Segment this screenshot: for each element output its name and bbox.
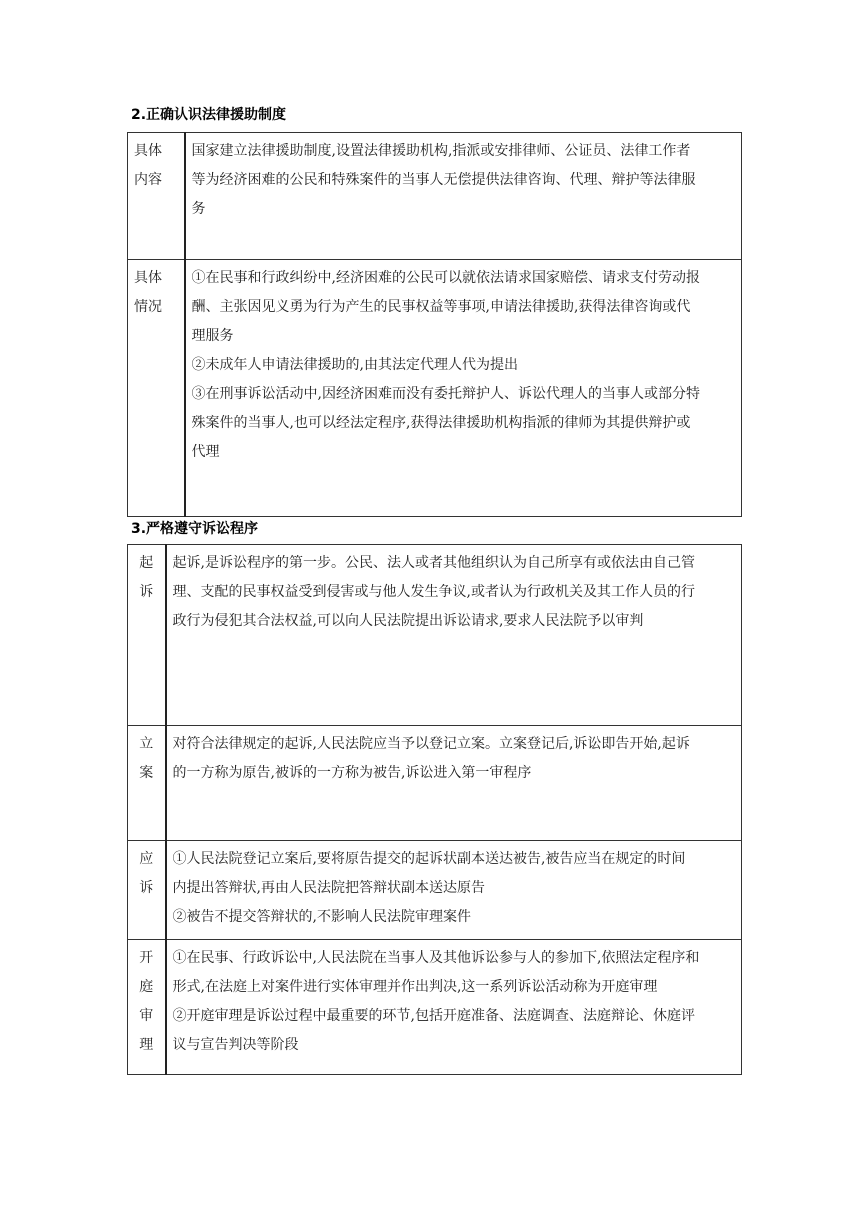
content-line: 形式,在法庭上对案件进行实体审理并作出判决,这一系列诉讼活动称为开庭审理 <box>172 979 658 995</box>
content-line: ①在民事和行政纠纷中,经济困难的公民可以就依法请求国家赔偿、请求支付劳动报 <box>191 270 700 286</box>
row-label <box>128 260 185 517</box>
legal-aid-table <box>127 132 742 517</box>
row-label <box>128 133 185 260</box>
content-line: ②被告不提交答辩状的,不影响人民法院审理案件 <box>172 909 471 925</box>
label-line: 应 <box>139 851 154 867</box>
row-label <box>128 545 166 726</box>
content-line: 务 <box>191 201 206 217</box>
content-line: 理服务 <box>191 328 234 344</box>
row-label <box>128 726 166 841</box>
content-line: 等为经济困难的公民和特殊案件的当事人无偿提供法律咨询、代理、辩护等法律服 <box>191 172 696 188</box>
row-content <box>166 940 742 1075</box>
content-line: 国家建立法律援助制度,设置法律援助机构,指派或安排律师、公证员、法律工作者 <box>191 143 691 159</box>
content-line: 议与宣告判决等阶段 <box>172 1037 299 1053</box>
table-row <box>128 726 742 841</box>
row-label <box>128 940 166 1075</box>
content-line: 的一方称为原告,被诉的一方称为被告,诉讼进入第一审程序 <box>172 765 532 781</box>
content-line: 理、支配的民事权益受到侵害或与他人发生争议,或者认为行政机关及其工作人员的行 <box>172 584 695 600</box>
label-line: 内容 <box>134 172 162 188</box>
label-line: 开 <box>139 950 154 966</box>
table-row <box>128 841 742 940</box>
content-line: 内提出答辩状,再由人民法院把答辩状副本送达原告 <box>172 880 485 896</box>
content-line: ②开庭审理是诉讼过程中最重要的环节,包括开庭准备、法庭调查、法庭辩论、休庭评 <box>172 1008 695 1024</box>
content-line: ③在刑事诉讼活动中,因经济困难而没有委托辩护人、诉讼代理人的当事人或部分特 <box>191 386 700 402</box>
table-row <box>128 940 742 1075</box>
table-row <box>128 260 742 517</box>
table-row <box>128 545 742 726</box>
content-line: ①人民法院登记立案后,要将原告提交的起诉状副本送达被告,被告应当在规定的时间 <box>172 851 686 867</box>
label-line: 起 <box>139 555 154 571</box>
content-line: 政行为侵犯其合法权益,可以向人民法院提出诉讼请求,要求人民法院予以审判 <box>172 613 644 629</box>
section-3-heading: 3.严格遵守诉讼程序 <box>131 521 259 537</box>
table-row <box>128 133 742 260</box>
label-line: 具体 <box>134 270 162 286</box>
label-line: 审 <box>139 1008 154 1024</box>
row-content <box>185 260 742 517</box>
label-line: 庭 <box>139 979 154 995</box>
label-line: 理 <box>139 1037 154 1053</box>
row-content <box>166 841 742 940</box>
label-line: 情况 <box>134 299 162 315</box>
content-line: 酬、主张因见义勇为行为产生的民事权益等事项,申请法律援助,获得法律咨询或代 <box>191 299 691 315</box>
row-content <box>166 726 742 841</box>
row-content <box>185 133 742 260</box>
content-line: 殊案件的当事人,也可以经法定程序,获得法律援助机构指派的律师为其提供辩护或 <box>191 415 691 431</box>
litigation-procedure-table <box>127 544 742 1075</box>
row-label <box>128 841 166 940</box>
content-line: ①在民事、行政诉讼中,人民法院在当事人及其他诉讼参与人的参加下,依照法定程序和 <box>172 950 700 966</box>
label-line: 诉 <box>139 584 154 600</box>
label-line: 具体 <box>134 143 162 159</box>
label-line: 立 <box>139 736 154 752</box>
content-line: ②未成年人申请法律援助的,由其法定代理人代为提出 <box>191 357 518 373</box>
content-line: 对符合法律规定的起诉,人民法院应当予以登记立案。立案登记后,诉讼即告开始,起诉 <box>172 736 690 752</box>
row-content <box>166 545 742 726</box>
section-2-heading: 2.正确认识法律援助制度 <box>131 107 287 123</box>
label-line: 诉 <box>139 880 154 896</box>
content-line: 起诉,是诉讼程序的第一步。公民、法人或者其他组织认为自己所享有或依法由自己管 <box>172 555 695 571</box>
label-line: 案 <box>139 765 154 781</box>
content-line: 代理 <box>191 444 220 460</box>
